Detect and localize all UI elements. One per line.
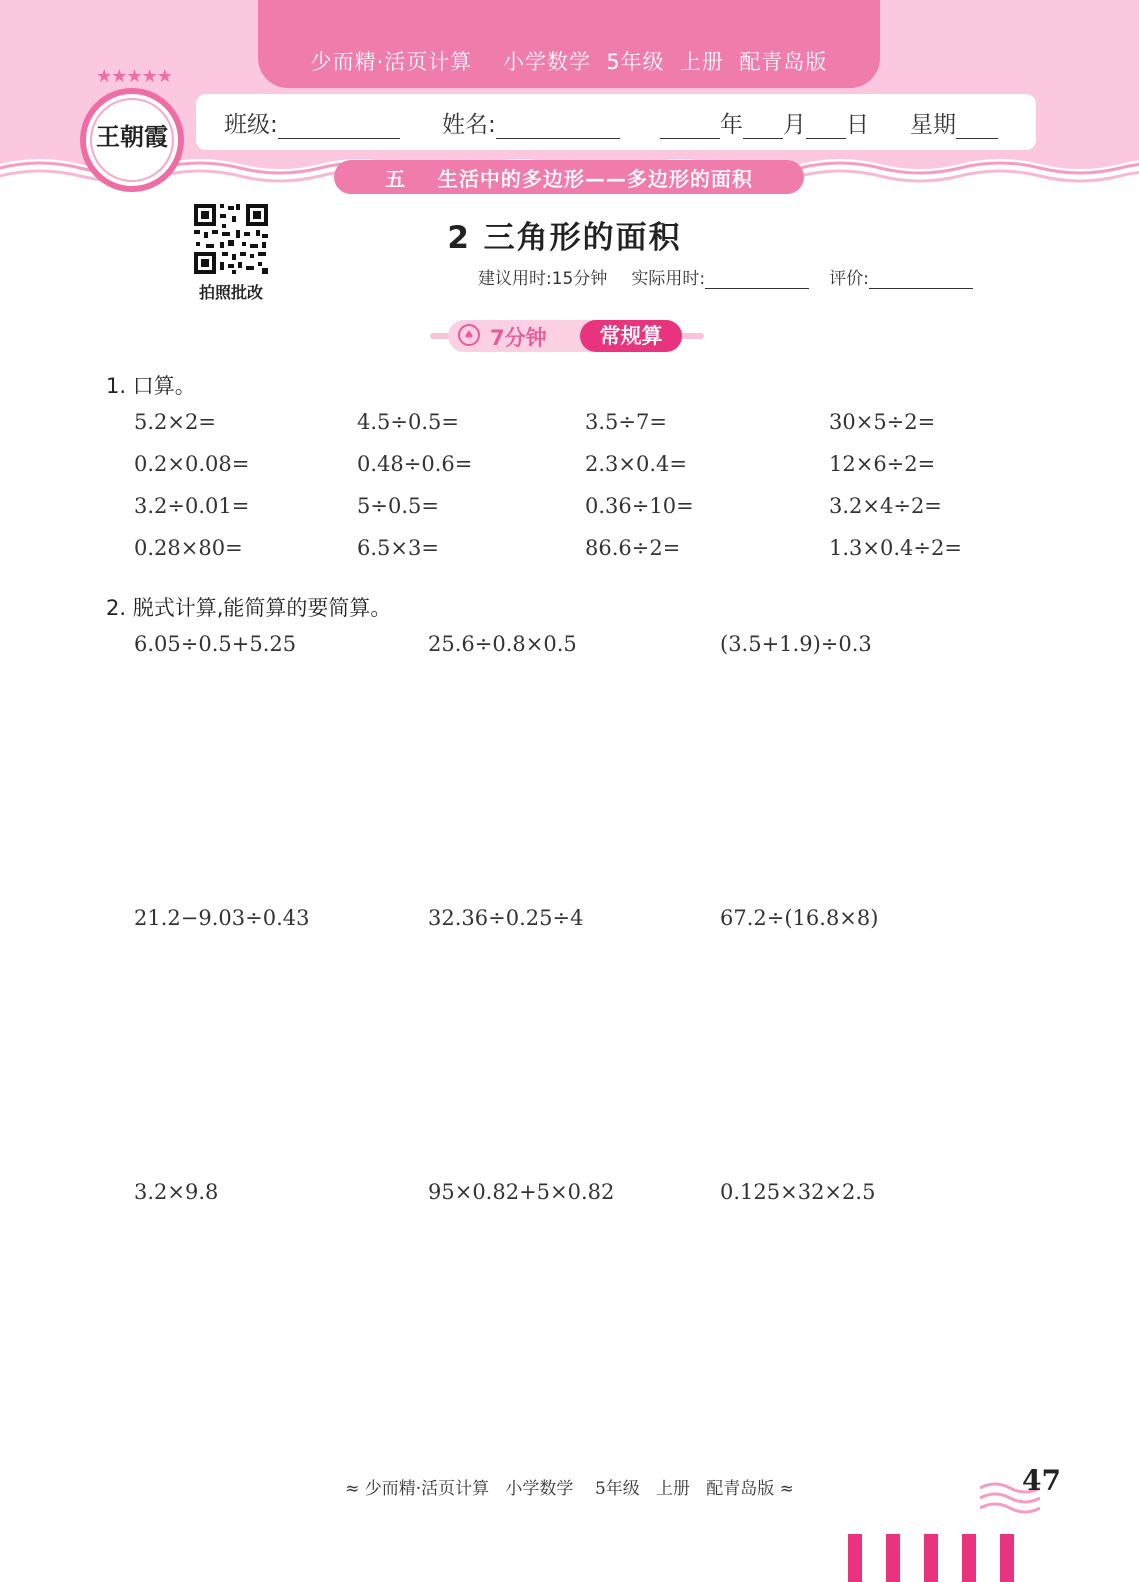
q2-heading: 2. 脱式计算,能简算的要简算。 [106, 596, 392, 620]
footer-bar [1000, 1534, 1014, 1582]
suggested-time: 建议用时:15分钟 [478, 269, 608, 289]
weekday-blank[interactable] [956, 112, 998, 139]
day-blank[interactable] [806, 112, 846, 139]
oral-calc-item: 12×6÷2= [829, 452, 936, 476]
oral-calc-item: 6.5×3= [357, 536, 439, 560]
footer-bar [848, 1534, 862, 1582]
stepwise-calc-item: 0.125×32×2.5 [720, 1180, 876, 1204]
footer-bar [924, 1534, 938, 1582]
oral-calc-item: 0.36÷10= [585, 494, 694, 518]
q1-heading: 1. 口算。 [106, 374, 196, 398]
name-label: 姓名: [442, 112, 496, 138]
stepwise-calc-item: 32.36÷0.25÷4 [428, 906, 584, 930]
logo-stars-icon: ★★★★★ [96, 66, 172, 87]
rating-label: 评价: [829, 269, 869, 289]
footer-text: ≈ 少而精·活页计算 小学数学 5年级 上册 配青岛版 ≈ [345, 1479, 794, 1499]
date-field[interactable] [660, 106, 869, 139]
page-number: 47 [1022, 1464, 1061, 1497]
actual-time-blank[interactable] [705, 268, 809, 289]
lesson-title: 2 三角形的面积 [447, 220, 682, 256]
day-label: 日 [846, 112, 869, 138]
oral-calc-item: 30×5÷2= [829, 410, 936, 434]
year-blank[interactable] [660, 112, 720, 139]
stepwise-calc-item: 21.2−9.03÷0.43 [134, 906, 310, 930]
oral-calc-item: 2.3×0.4= [585, 452, 687, 476]
rating-blank[interactable] [869, 268, 973, 289]
stepwise-calc-item: 25.6÷0.8×0.5 [428, 632, 577, 656]
oral-calc-item: 0.2×0.08= [134, 452, 250, 476]
logo-text: 王朝霞 [96, 122, 168, 151]
time-info [478, 264, 973, 289]
stepwise-calc-item: 3.2×9.8 [134, 1180, 219, 1204]
oral-calc-item: 86.6÷2= [585, 536, 681, 560]
footer-bar [962, 1534, 976, 1582]
stepwise-calc-item: 6.05÷0.5+5.25 [134, 632, 297, 656]
oral-calc-item: 0.48÷0.6= [357, 452, 473, 476]
stepwise-calc-item: 67.2÷(16.8×8) [720, 906, 879, 930]
oral-calc-item: 3.5÷7= [585, 410, 667, 434]
oral-calc-item: 5÷0.5= [357, 494, 439, 518]
name-blank[interactable] [496, 112, 620, 139]
month-blank[interactable] [743, 112, 783, 139]
timer-text: 7分钟 [490, 326, 547, 350]
series-title: 少而精·活页计算 小学数学 5年级 上册 配青岛版 [310, 50, 828, 74]
oral-calc-item: 5.2×2= [134, 410, 216, 434]
name-field[interactable] [442, 106, 620, 139]
oral-calc-item: 4.5÷0.5= [357, 410, 459, 434]
stepwise-calc-item: 95×0.82+5×0.82 [428, 1180, 615, 1204]
weekday-field[interactable] [910, 106, 998, 139]
class-label: 班级: [224, 112, 278, 138]
oral-calc-item: 3.2×4÷2= [829, 494, 942, 518]
regular-calc-badge: 常规算 [580, 320, 682, 352]
class-blank[interactable] [278, 112, 400, 139]
chapter-title: 五 生活中的多边形——多边形的面积 [385, 167, 753, 191]
oral-calc-item: 1.3×0.4÷2= [829, 536, 962, 560]
qr-label: 拍照批改 [198, 283, 263, 302]
stopwatch-icon: ♠ [458, 324, 480, 346]
year-label: 年 [720, 112, 743, 138]
month-label: 月 [783, 112, 806, 138]
oral-calc-item: 3.2÷0.01= [134, 494, 250, 518]
weekday-label: 星期 [910, 112, 956, 138]
oral-calc-item: 0.28×80= [134, 536, 243, 560]
class-field[interactable] [224, 106, 400, 139]
stepwise-calc-item: (3.5+1.9)÷0.3 [720, 632, 872, 656]
footer-bar [886, 1534, 900, 1582]
actual-time-label: 实际用时: [631, 269, 706, 289]
